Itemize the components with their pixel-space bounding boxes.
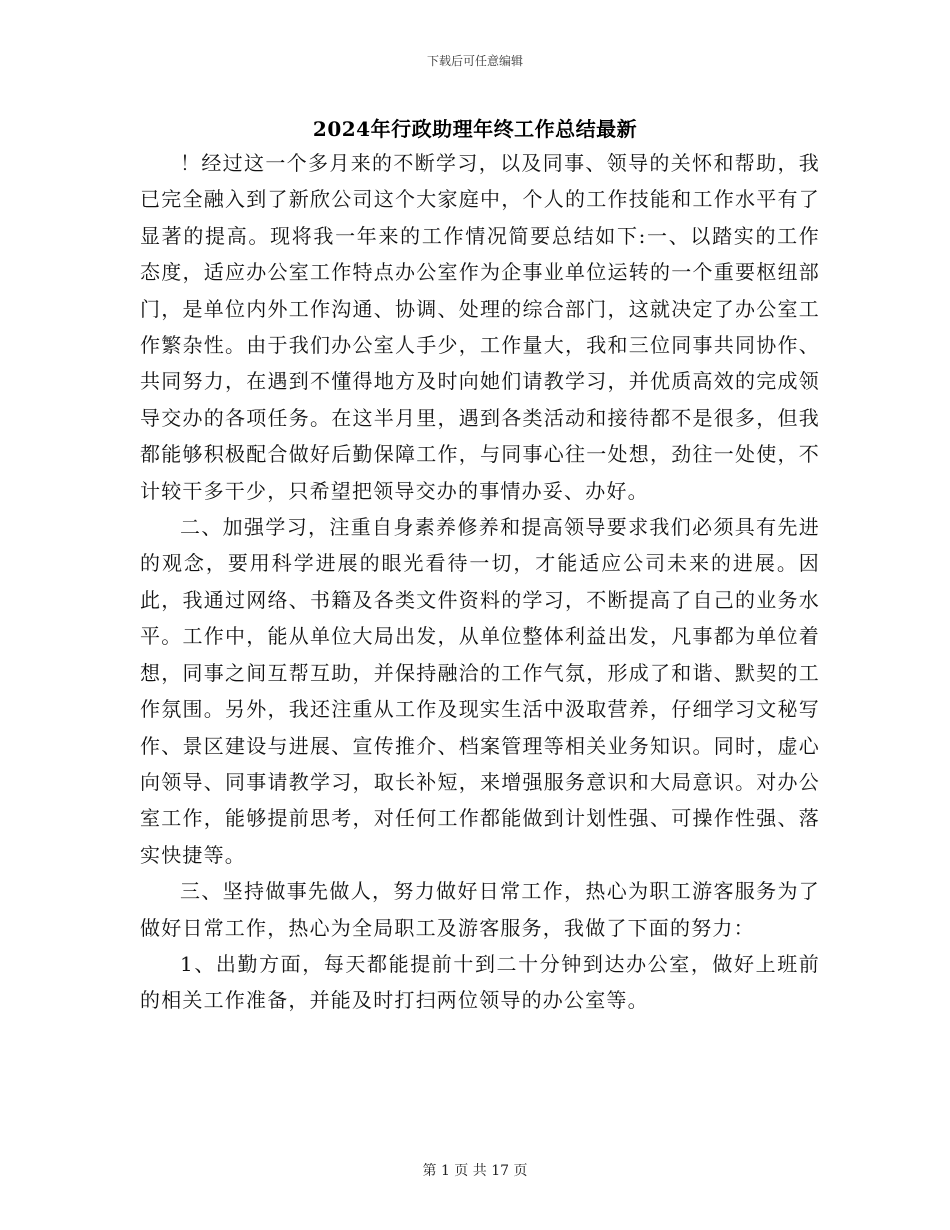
paragraph-1: ！经过这一个多月来的不断学习，以及同事、领导的关怀和帮助，我已完全融入到了新欣公司这个大家庭中，个人的工作技能和工作水平有了显著的提高。现将我一年来的工作情况简要总结如下:一、以踏实的工作态度，适应办公室工作特点办公室作为企事业单位运转的一个重要枢纽部门，是单位内外工作沟通、协调、处理的综合部门，这就决定了办公室工作繁杂性。由于我们办公室人手少，工作量大，我和三位同事共同协作、共同努力，在遇到不懂得地方及时向她们请教学习，并优质高效的完成领导交办的各项任务。在这半月里，遇到各类活动和接待都不是很多，但我都能够积极配合做好后勤保障工作，与同事心往一处想，劲往一处使，不计较干多干少，只希望把领导交办的事情办妥、办好。: [140, 151, 820, 503]
document-body: [140, 145, 820, 1019]
page-number-footer: 第 1 页 共 17 页: [422, 1163, 528, 1179]
document-title: 2024年行政助理年终工作总结最新: [312, 117, 638, 141]
header-note: 下载后可任意编辑: [426, 54, 523, 68]
paragraph-2: 二、加强学习，注重自身素养修养和提高领导要求我们必须具有先进的观念，要用科学进展的眼光看待一切，才能适应公司未来的进展。因此，我通过网络、书籍及各类文件资料的学习，不断提高了自己的业务水平。工作中，能从单位大局出发，从单位整体利益出发，凡事都为单位着想，同事之间互帮互助，并保持融洽的工作气氛，形成了和谐、默契的工作氛围。另外，我还注重从工作及现实生活中汲取营养，仔细学习文秘写作、景区建设与进展、宣传推介、档案管理等相关业务知识。同时，虚心向领导、同事请教学习，取长补短，来增强服务意识和大局意识。对办公室工作，能够提前思考，对任何工作都能做到计划性强、可操作性强、落实快捷等。: [140, 515, 820, 867]
paragraph-4: 1、出勤方面，每天都能提前十到二十分钟到达办公室，做好上班前的相关工作准备，并能及时打扫两位领导的办公室等。: [140, 951, 820, 1013]
paragraph-3: 三、坚持做事先做人，努力做好日常工作，热心为职工游客服务为了做好日常工作，热心为全局职工及游客服务，我做了下面的努力：: [140, 879, 820, 940]
